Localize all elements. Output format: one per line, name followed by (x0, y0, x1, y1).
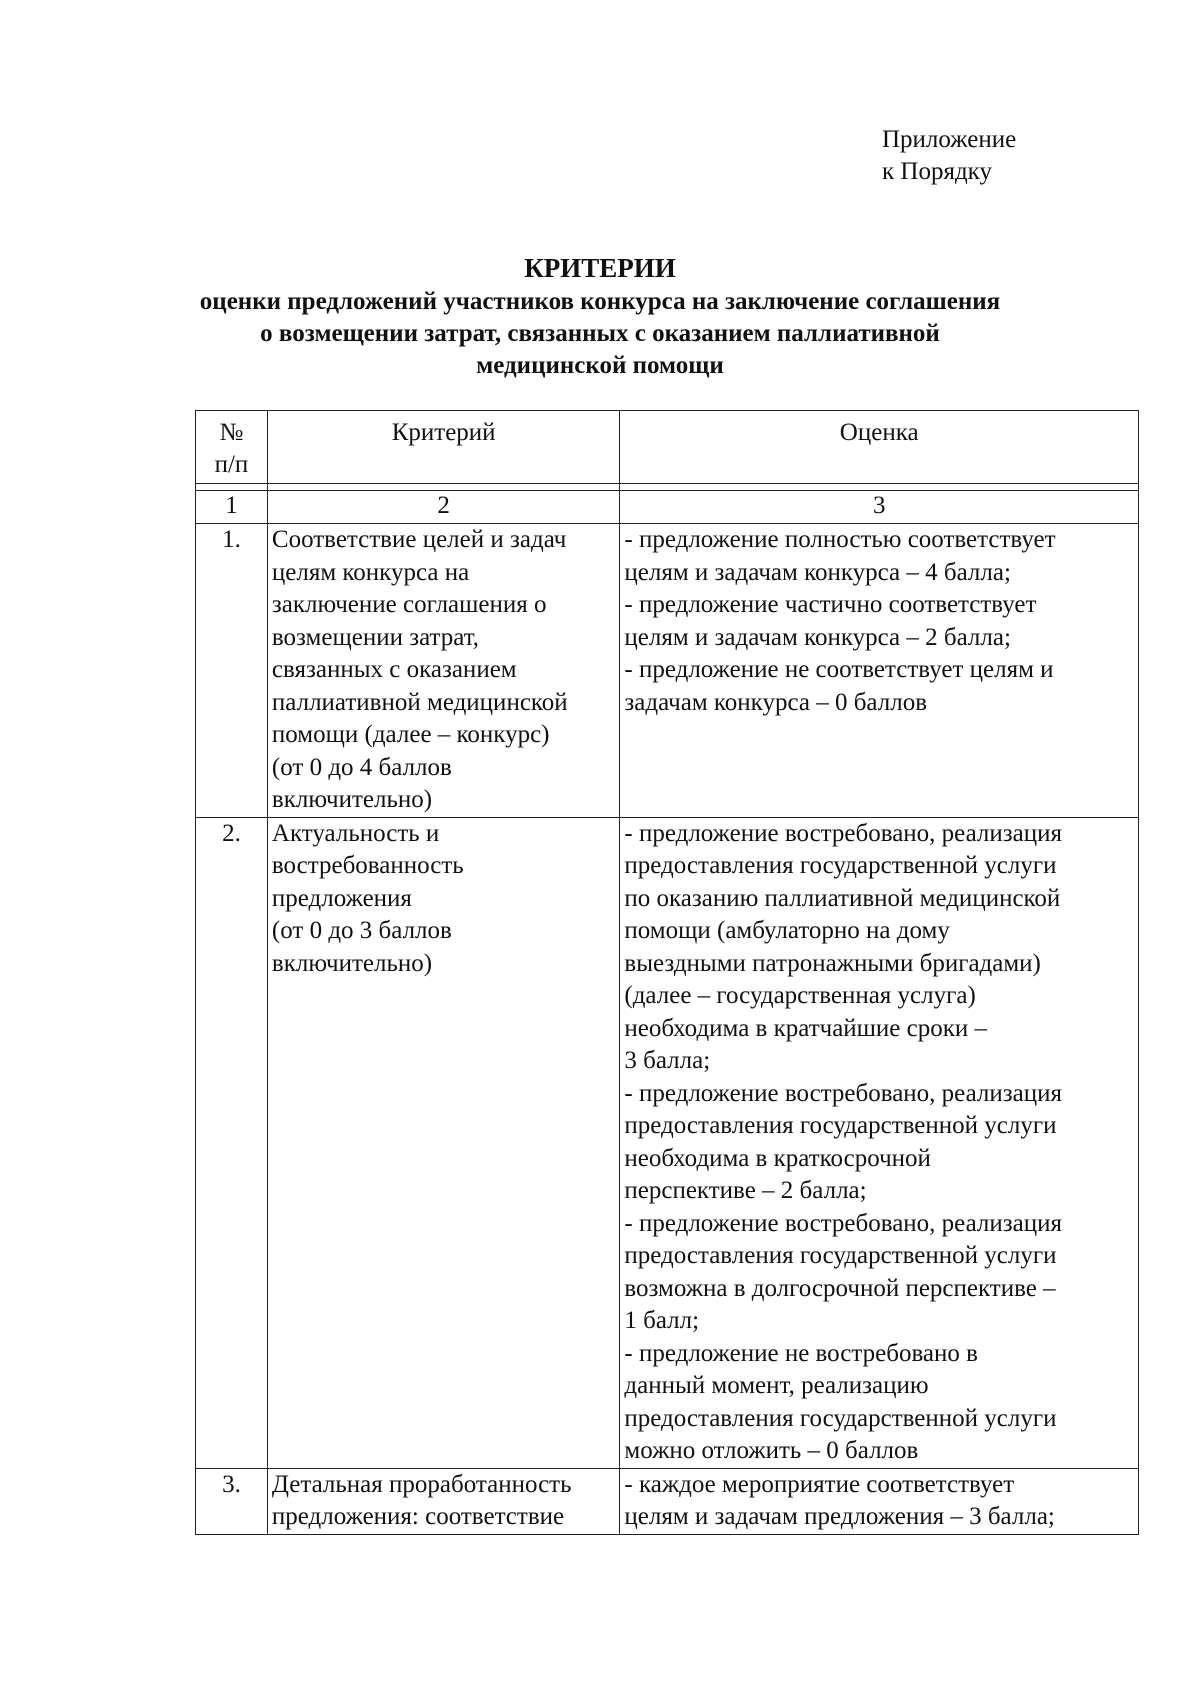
criterion-text-line: включительно) (271, 786, 433, 813)
score-text-line: по оказанию паллиативной медицинской (624, 884, 1061, 912)
table-spacer-row (196, 484, 1139, 491)
score-text-line: - предложение востребовано, реализация (624, 1209, 1062, 1237)
column-index-3: 3 (620, 491, 1139, 524)
header-score: Оценка (620, 411, 1139, 484)
score-text-line: целям и задачам предложения – 3 балла; (624, 1503, 1055, 1530)
criterion-cell (267, 817, 619, 1468)
title-line-1: оценки предложений участников конкурса на заключение соглашения (199, 288, 1001, 315)
score-text-line: можно отложить – 0 баллов (624, 1437, 919, 1464)
spacer-cell (196, 484, 268, 491)
score-cell (620, 817, 1139, 1468)
score-text-line: 3 балла; (624, 1047, 711, 1074)
score-text-line: необходима в краткосрочной (624, 1144, 931, 1172)
header-number-line-2: п/п (214, 451, 249, 478)
document-title (0, 250, 1200, 382)
score-text-line: предоставления государственной услуги (624, 852, 1057, 879)
table-row (196, 1468, 1139, 1534)
score-text-line: - предложение не соответствует целям и (624, 656, 1054, 683)
appendix-line-2: к Порядку (882, 158, 992, 185)
table-header-row (196, 411, 1139, 484)
score-text-line: задачам конкурса – 0 баллов (624, 688, 928, 716)
row-number: 1. (196, 524, 268, 818)
score-text-line: перспективе – 2 балла; (624, 1177, 867, 1204)
criterion-text-line: возмещении затрат, (271, 623, 480, 651)
criterion-text-line: связанных с оказанием (271, 656, 517, 683)
criterion-cell (267, 1468, 619, 1534)
score-text-line: необходима в кратчайшие сроки – (624, 1014, 988, 1042)
column-index-1: 1 (196, 491, 268, 524)
spacer-cell (620, 484, 1139, 491)
column-index-row (196, 491, 1139, 524)
criterion-text-line: заключение соглашения о (271, 591, 547, 618)
score-text-line: предоставления государственной услуги (624, 1112, 1057, 1139)
header-number-line-1: № (219, 419, 244, 446)
criterion-cell (267, 524, 619, 818)
spacer-cell (267, 484, 619, 491)
row-number: 3. (196, 1468, 268, 1534)
criterion-text-line: предложения: соответствие (271, 1503, 565, 1530)
criterion-text-line: помощи (далее – конкурс) (271, 721, 550, 748)
criterion-text-line: Соответствие целей и задач (271, 526, 567, 553)
score-text-line: - предложение востребовано, реализация (624, 819, 1062, 847)
criterion-text-line: предложения (271, 884, 412, 912)
score-text-line: данный момент, реализацию (624, 1372, 929, 1399)
score-text-line: - каждое мероприятие соответствует (624, 1470, 1015, 1498)
score-text-line: предоставления государственной услуги (624, 1242, 1057, 1269)
table-row (196, 817, 1139, 1468)
score-text-line: (далее – государственная услуга) (624, 982, 976, 1009)
table-row (196, 524, 1139, 818)
title-line-2: о возмещении затрат, связанных с оказанием паллиативной (260, 320, 940, 347)
title-line-3: медицинской помощи (476, 352, 724, 379)
score-text-line: возможна в долгосрочной перспективе – (624, 1274, 1056, 1302)
column-index-2: 2 (267, 491, 619, 524)
appendix-note (882, 124, 1016, 188)
score-text-line: 1 балл; (624, 1307, 700, 1334)
score-text-line: помощи (амбулаторно на дому (624, 917, 950, 944)
score-cell (620, 1468, 1139, 1534)
criterion-text-line: Актуальность и (271, 819, 440, 847)
appendix-line-1: Приложение (882, 126, 1017, 153)
row-number: 2. (196, 817, 268, 1468)
criterion-text-line: востребованность (271, 852, 464, 879)
criterion-text-line: (от 0 до 3 баллов (271, 917, 452, 944)
title-main: КРИТЕРИИ (524, 253, 676, 283)
criterion-text-line: паллиативной медицинской (271, 688, 568, 716)
criterion-text-line: (от 0 до 4 баллов (271, 753, 452, 781)
table-body (196, 524, 1139, 1535)
score-cell (620, 524, 1139, 818)
score-text-line: - предложение не востребовано в (624, 1339, 978, 1367)
score-text-line: - предложение полностью соответствует (624, 526, 1056, 553)
score-text-line: целям и задачам конкурса – 2 балла; (624, 623, 1011, 651)
header-criterion: Критерий (267, 411, 619, 484)
header-number (196, 411, 268, 484)
score-text-line: - предложение частично соответствует (624, 591, 1037, 618)
criteria-table (195, 410, 1139, 1535)
score-text-line: целям и задачам конкурса – 4 балла; (624, 558, 1011, 586)
criterion-text-line: целям конкурса на (271, 558, 470, 586)
score-text-line: предоставления государственной услуги (624, 1404, 1057, 1432)
criterion-text-line: Детальная проработанность (271, 1470, 572, 1498)
criterion-text-line: включительно) (271, 949, 433, 977)
score-text-line: - предложение востребовано, реализация (624, 1079, 1062, 1107)
score-text-line: выездными патронажными бригадами) (624, 949, 1041, 977)
